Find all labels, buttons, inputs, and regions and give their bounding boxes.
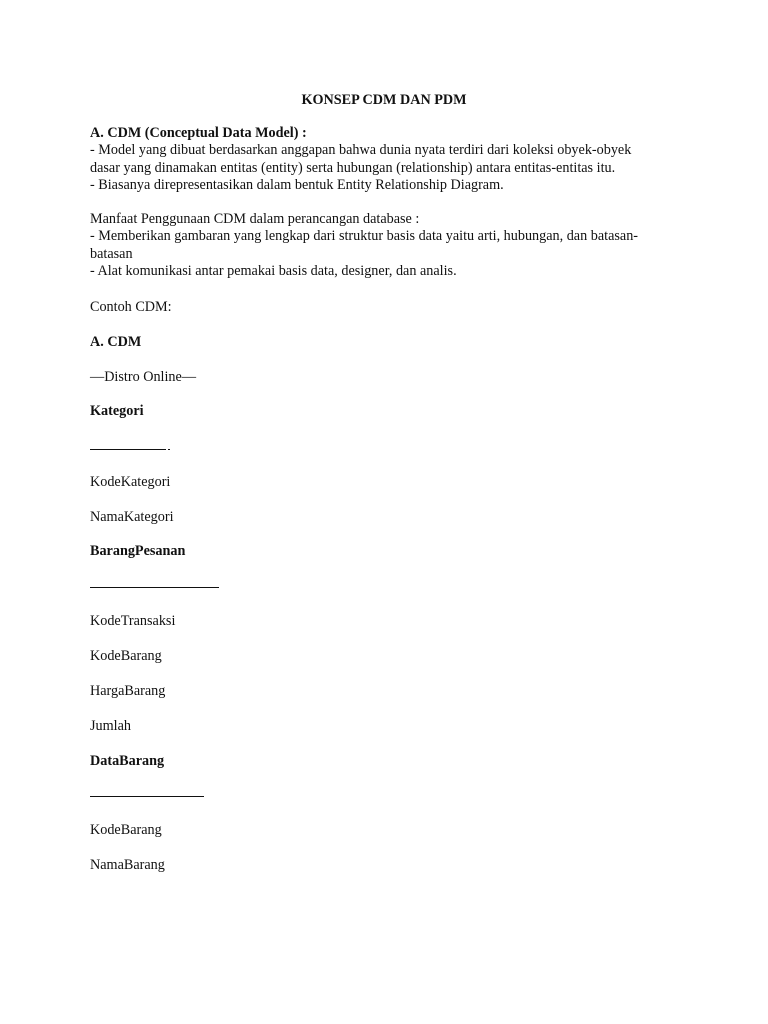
section-a [90,125,680,195]
entity-barangpesanan-divider [90,587,219,588]
entity-barangpesanan-name: BarangPesanan [90,543,186,559]
manfaat-section [90,211,680,281]
entity-databarang-divider [90,796,204,797]
section-a-line-1: - Model yang dibuat berdasarkan anggapan bahwa dunia nyata terdiri dari koleksi obyek-obyek [90,142,632,159]
section-a-line-2: dasar yang dinamakan entitas (entity) serta hubungan (relationship) antara entitas-entitas itu. [90,159,616,176]
entity-databarang-attr-2: NamaBarang [90,857,165,873]
entity-barangpesanan-attr-1: KodeTransaksi [90,613,176,629]
contoh-label: Contoh CDM: [90,299,172,315]
entity-kategori-attr-1: KodeKategori [90,474,171,490]
manfaat-line-3: - Alat komunikasi antar pemakai basis data, designer, dan analis. [90,263,457,280]
entity-barangpesanan-attr-3: HargaBarang [90,683,166,699]
manfaat-heading: Manfaat Penggunaan CDM dalam perancangan database : [90,211,420,227]
manfaat-line-2: batasan [90,245,133,262]
distro-label: —Distro Online— [90,369,197,385]
cdm-heading: A. CDM [90,334,142,350]
entity-databarang-name: DataBarang [90,753,165,769]
entity-barangpesanan-attr-2: KodeBarang [90,648,162,664]
manfaat-line-1: - Memberikan gambaran yang lengkap dari struktur basis data yaitu arti, hubungan, dan batasan- [90,228,639,245]
entity-barangpesanan-attr-4: Jumlah [90,718,131,734]
entity-kategori-divider [90,449,166,450]
entity-kategori-attr-2: NamaKategori [90,509,174,525]
entity-kategori-name: Kategori [90,403,144,419]
entity-databarang-attr-1: KodeBarang [90,822,162,838]
entity-kategori-divider-tail [168,449,170,450]
section-a-heading: A. CDM (Conceptual Data Model) : [90,125,307,141]
section-a-line-3: - Biasanya direpresentasikan dalam bentuk Entity Relationship Diagram. [90,177,504,194]
document-title: KONSEP CDM DAN PDM [301,92,467,108]
